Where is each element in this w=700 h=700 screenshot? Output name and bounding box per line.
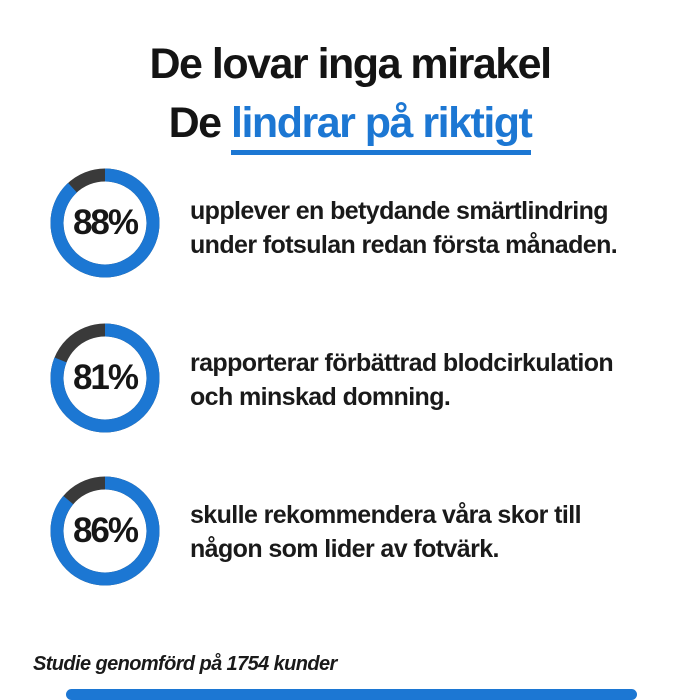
stat-description-line: någon som lider av fotvärk. xyxy=(190,535,499,563)
donut-chart-81 xyxy=(50,323,160,433)
stat-description-1 xyxy=(190,194,617,262)
stat-description-line: rapporterar förbättrad blodcirkulation xyxy=(190,349,614,377)
study-footnote: Studie genomförd på 1754 kunder xyxy=(33,653,337,675)
stat-description-line: skulle rekommendera våra skor till xyxy=(190,501,581,529)
page-title-line1: De lovar inga mirakel xyxy=(149,40,551,88)
percent-label: 86% xyxy=(72,511,138,550)
donut-chart-86 xyxy=(50,476,160,586)
percent-label: 81% xyxy=(72,358,138,397)
percent-label: 88% xyxy=(72,203,138,242)
donut-chart-88 xyxy=(50,168,160,278)
stat-description-3 xyxy=(190,498,581,566)
bottom-accent-bar xyxy=(66,689,637,700)
stat-description-2 xyxy=(190,346,613,414)
title-line2-prefix: De xyxy=(168,99,232,147)
title-link-underlined[interactable]: lindrar på riktigt xyxy=(231,99,531,155)
page-title-line2 xyxy=(0,99,700,155)
stat-description-line: under fotsulan redan första månaden. xyxy=(190,231,618,259)
stat-description-line: upplever en betydande smärtlindring xyxy=(190,197,608,225)
stat-description-line: och minskad domning. xyxy=(190,383,451,411)
